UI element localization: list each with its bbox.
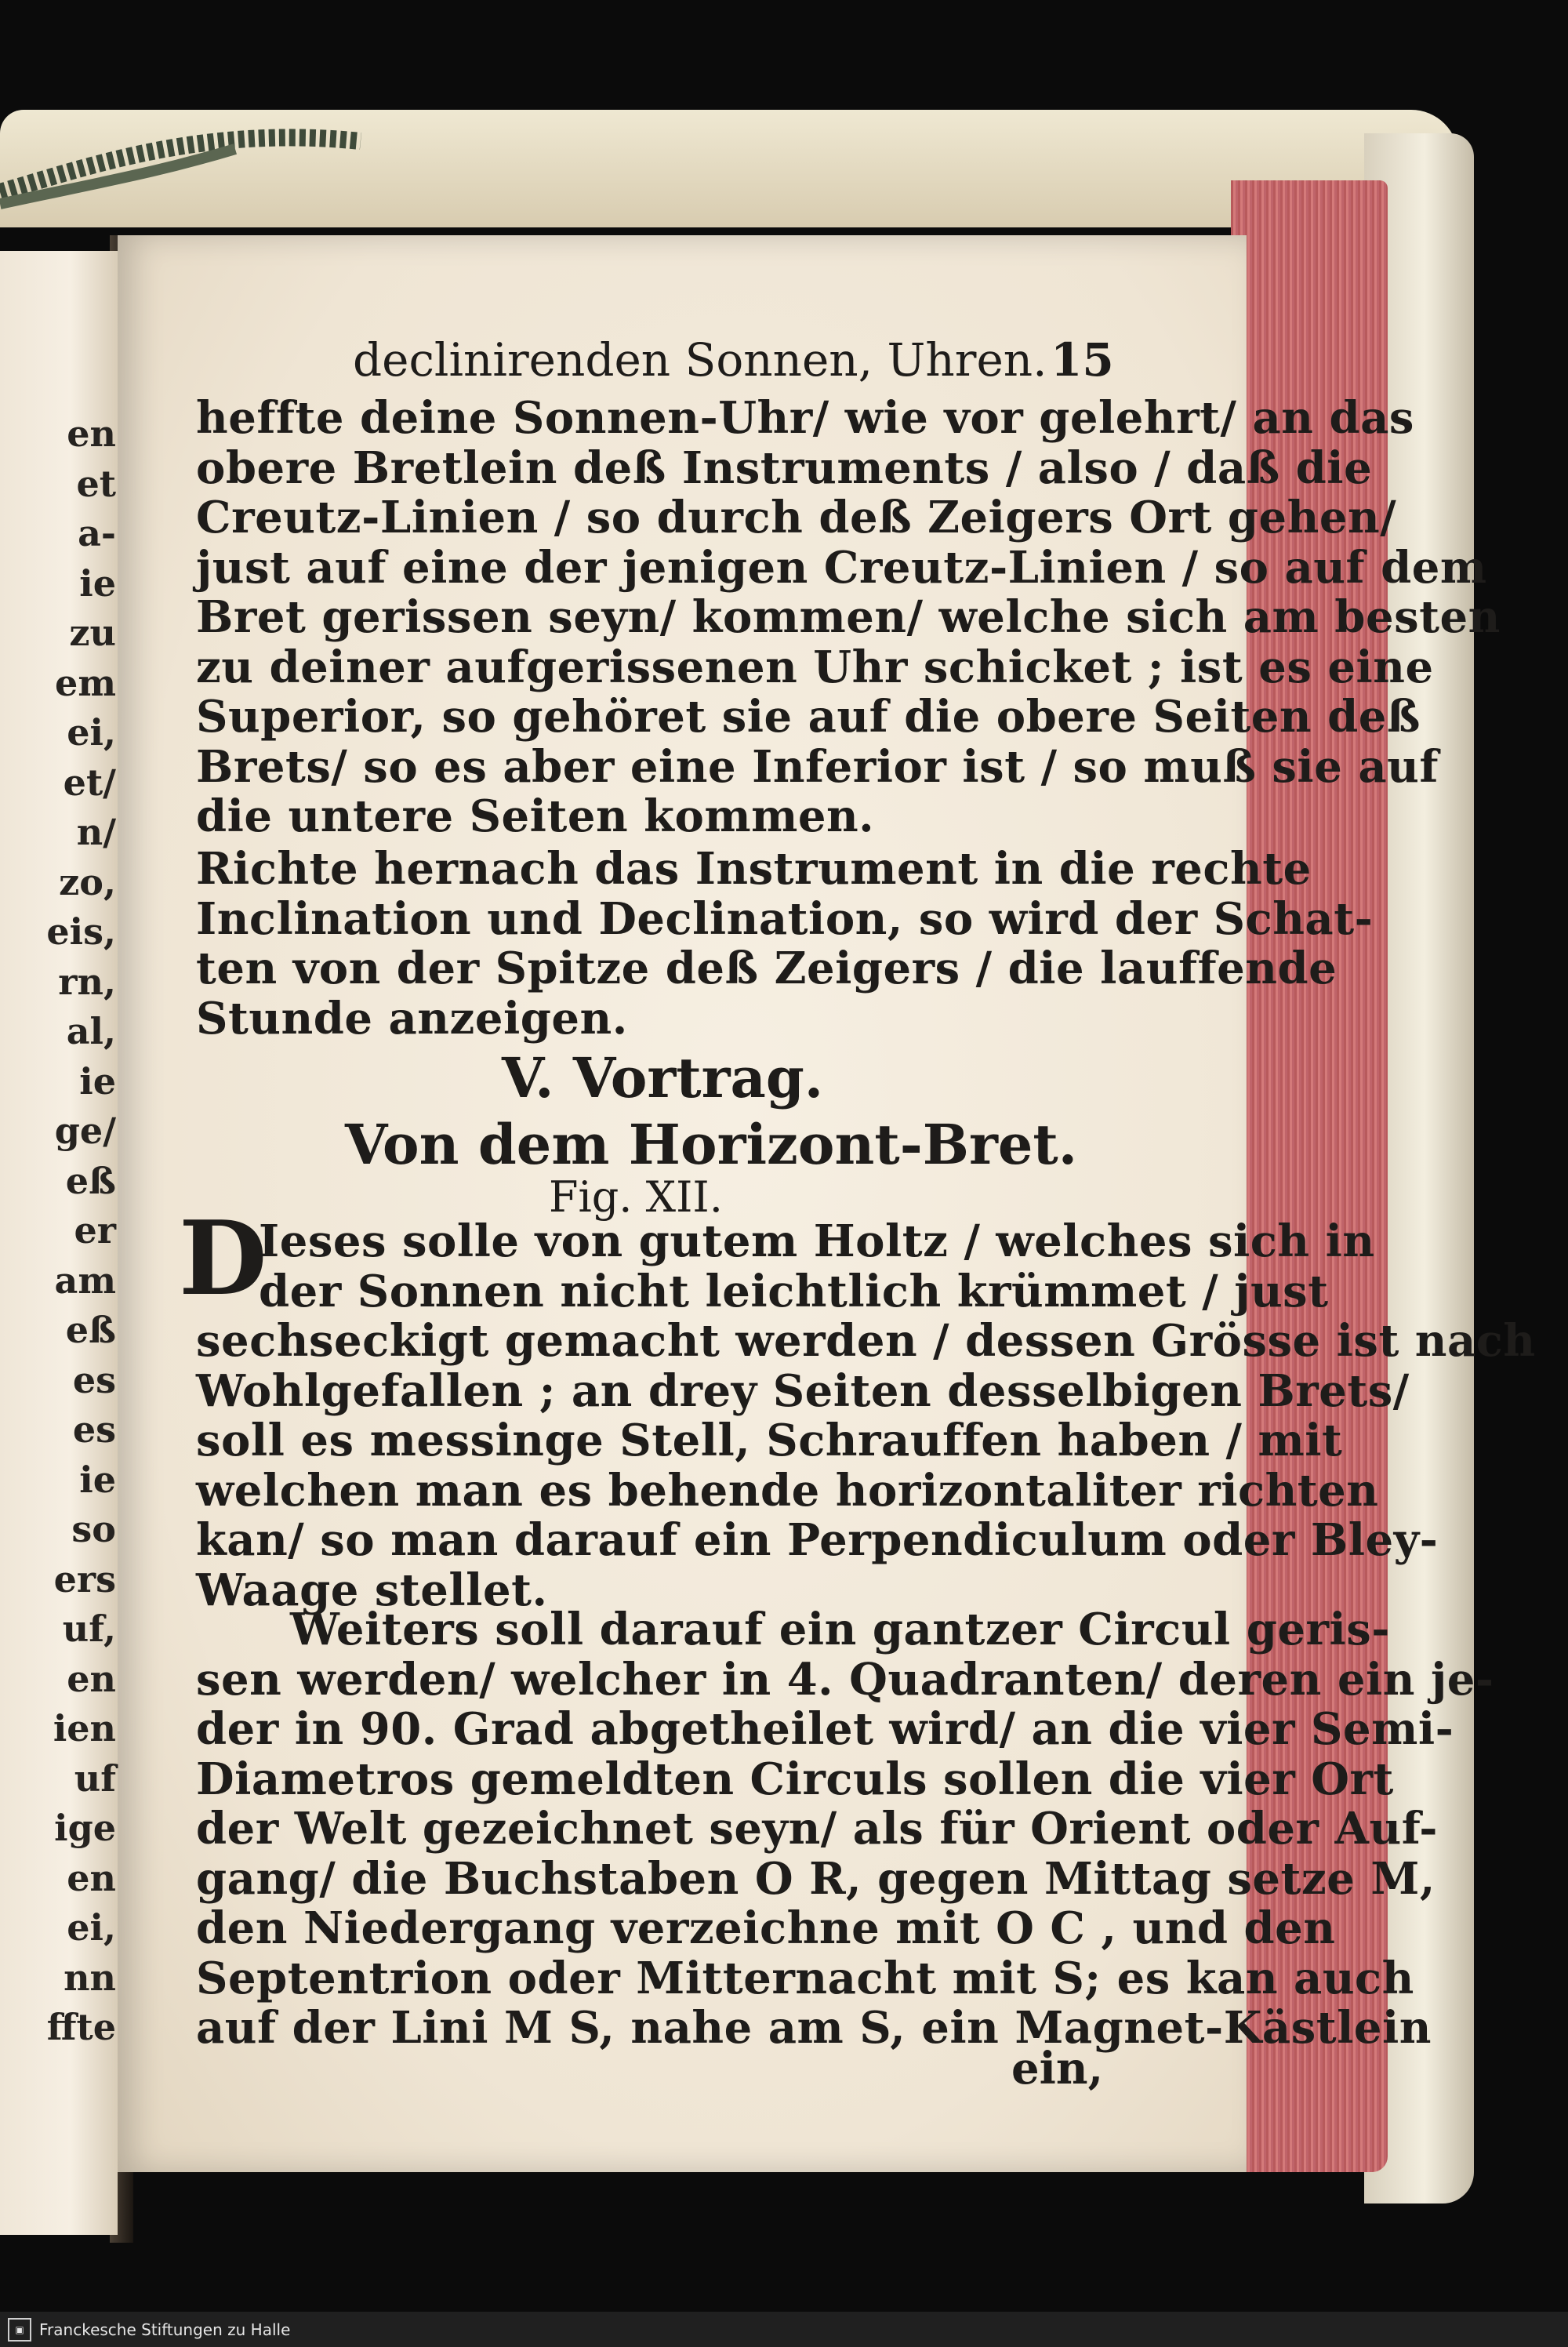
text-line: heffte deine Sonnen-Uhr/ wie vor gelehrt/ an das	[196, 392, 1414, 444]
left-page-fragment: ers	[53, 1557, 116, 1600]
institution-credit	[8, 2317, 321, 2342]
text-line: sen werden/ welcher in 4. Quadranten/ deren ein je-	[196, 1653, 1494, 1706]
text-line: sechseckigt gemacht werden / dessen Grösse ist nach	[196, 1315, 1536, 1367]
left-page-fragment: zo,	[59, 860, 116, 903]
catchword: ein,	[1011, 2043, 1104, 2094]
section-heading: V. Vortrag.	[502, 1045, 824, 1110]
drop-cap: D	[179, 1198, 267, 1318]
page-number: 15	[1051, 333, 1114, 387]
text-line: der Welt gezeichnet seyn/ als für Orient oder Auf-	[196, 1803, 1439, 1855]
left-page-fragment: et	[76, 462, 116, 505]
left-page-fragment: en	[67, 1657, 116, 1700]
left-page-fragment: al,	[66, 1010, 116, 1052]
text-line: Stunde anzeigen.	[196, 992, 628, 1045]
left-page-fragment: uf,	[62, 1608, 116, 1650]
left-page-fragment: en	[67, 1856, 116, 1899]
section-subheading: Von dem Horizont-Bret.	[345, 1112, 1078, 1177]
text-line: den Niedergang verzeichne mit O C , und den	[196, 1902, 1336, 1954]
ribbon-bookmark	[0, 118, 368, 227]
left-page-fragment: ien	[53, 1707, 116, 1749]
left-page-fragment: a-	[78, 512, 116, 554]
text-line: Richte hernach das Instrument in die rechte	[196, 843, 1312, 895]
left-page-fragment: ei,	[67, 711, 116, 754]
left-page-fragment: et/	[63, 761, 116, 804]
left-page-fragment: em	[55, 661, 116, 704]
text-line: Superior, so gehöret sie auf die obere Seiten deß	[196, 691, 1421, 743]
running-title: declinirenden Sonnen, Uhren.	[353, 333, 1047, 387]
left-page-fragment: es	[72, 1408, 116, 1451]
left-page-fragment: nn	[64, 1956, 116, 1999]
text-line: kan/ so man darauf ein Perpendiculum oder Bley-	[196, 1514, 1439, 1566]
text-line: just auf eine der jenigen Creutz-Linien / so auf dem	[196, 541, 1487, 594]
text-line: zu deiner aufgerissenen Uhr schicket ; ist es eine	[196, 641, 1434, 693]
left-page-fragment: ie	[79, 561, 116, 605]
left-page-fragment: uf	[74, 1757, 116, 1800]
text-line: Creutz-Linien / so durch deß Zeigers Ort gehen/	[196, 492, 1397, 543]
text-line: der Sonnen nicht leichtlich krümmet / just	[259, 1265, 1329, 1317]
left-page-fragment: eß	[65, 1309, 116, 1351]
left-page-fragment: ie	[79, 1059, 116, 1103]
left-page-fragment: am	[54, 1259, 116, 1302]
text-line: Weiters soll darauf ein gantzer Circul geris-	[290, 1604, 1391, 1655]
left-page-fragment: er	[74, 1209, 116, 1252]
left-page-fragment: eis,	[46, 910, 116, 953]
left-page-fragment: ie	[79, 1458, 116, 1501]
text-line: Ieses solle von gutem Holtz / welches sich in	[259, 1215, 1375, 1267]
text-line: welchen man es behende horizontaliter richten	[196, 1464, 1379, 1517]
left-page-fragment: ige	[54, 1807, 116, 1849]
text-line: Diametros gemeldten Circuls sollen die vier Ort	[196, 1753, 1394, 1805]
left-page-fragment: ei,	[67, 1906, 116, 1949]
institution-name: Franckesche Stiftungen zu Halle	[39, 2320, 291, 2339]
text-line: Brets/ so es aber eine Inferior ist / so muß sie auf	[196, 740, 1439, 793]
text-line: Wohlgefallen ; an drey Seiten desselbigen Brets/	[196, 1364, 1410, 1417]
text-line: der in 90. Grad abgetheilet wird/ an die vier Semi-	[196, 1703, 1454, 1755]
text-line: Bret gerissen seyn/ kommen/ welche sich am besten	[196, 591, 1501, 643]
institution-logo-icon: ▣	[8, 2318, 31, 2342]
text-line: Septentrion oder Mitternacht mit S; es kan auch	[196, 1952, 1414, 2004]
left-page-fragment: ge/	[54, 1110, 116, 1152]
left-page-fragment: zu	[69, 612, 116, 654]
left-page-fragment: eß	[65, 1159, 116, 1202]
left-page-fragment: en	[67, 412, 116, 455]
left-page-fragment: es	[72, 1358, 116, 1401]
text-line: auf der Lini M S, nahe am S, ein Magnet-Kästlein	[196, 2002, 1432, 2054]
figure-reference: Fig. XII.	[549, 1172, 723, 1222]
left-page-fragment: so	[71, 1508, 116, 1550]
left-page-fragment: n/	[76, 811, 116, 853]
text-line: die untere Seiten kommen.	[196, 790, 875, 842]
text-line: obere Bretlein deß Instruments / also / daß die	[196, 441, 1373, 494]
text-line: ten von der Spitze deß Zeigers / die lauffende	[196, 943, 1338, 994]
left-page-fragment: ffte	[46, 2006, 116, 2048]
text-line: Waage stellet.	[196, 1564, 548, 1616]
text-line: gang/ die Buchstaben O R, gegen Mittag setze M,	[196, 1852, 1436, 1905]
text-line: Inclination und Declination, so wird der Schat-	[196, 892, 1374, 945]
left-page-fragment: rn,	[58, 960, 116, 1003]
text-line: soll es messinge Stell, Schrauffen haben / mit	[196, 1415, 1343, 1466]
